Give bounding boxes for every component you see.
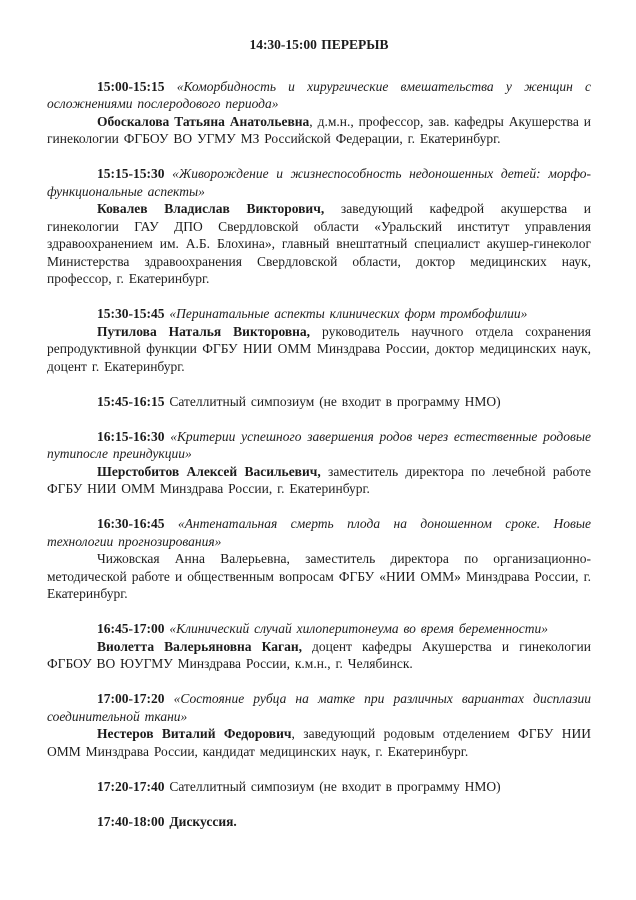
speaker-paragraph: [47, 323, 591, 376]
speaker-details: доцент кафедры Акушерства и гинекологии ФГБОУ ВО ЮУГМУ Минздрава России, к.м.н., г. Челябинск.: [47, 638, 591, 671]
session-entry: [47, 515, 591, 603]
break-header: 14:30-15:00 ПЕРЕРЫВ: [249, 37, 389, 52]
speaker-name: Путилова Наталья Викторовна,: [97, 323, 311, 339]
session-title-paragraph: [47, 78, 591, 113]
speaker-paragraph: [47, 725, 591, 760]
speaker-details: , д.м.н., профессор, зав. кафедры Акушерства и гинекологии ФГБОУ ВО УГМУ МЗ Российской Федерации, г. Екатеринбург.: [47, 113, 592, 146]
session-entry: [47, 78, 591, 148]
speaker-paragraph: [47, 113, 591, 148]
entry-text: Дискуссия.: [169, 813, 237, 829]
schedule-entry-paragraph: [47, 813, 591, 831]
schedule-entry-paragraph: [47, 778, 591, 796]
entry-time: 17:20-17:40: [97, 778, 165, 794]
speaker-name: Виолетта Валерьяновна Каган,: [97, 638, 302, 654]
session-title: «Антенатальная смерть плода на доношенном сроке. Новые технологии прогнозирования»: [47, 516, 591, 549]
speaker-details: , заведующий родовым отделением ФГБУ НИИ ОММ Минздрава России, кандидат медицинских наук, г. Екатеринбург.: [47, 726, 591, 759]
speaker-paragraph: [47, 550, 591, 603]
session-time: 16:15-16:30: [97, 428, 165, 444]
session-title-paragraph: [47, 690, 591, 725]
session-time: 17:00-17:20: [97, 691, 165, 706]
speaker-details: заведующий кафедрой акушерства и гинекологии ГАУ ДПО Свердловской области «Уральский институт управления здравоохранением им. А.Б. Блохина», главный внештатный специалист акушер-гинеколог Министерства здравоохранения Свердловской области, доктор медицинских наук, профессор, г. Екатеринбург.: [47, 201, 591, 286]
schedule-entry: [47, 778, 591, 796]
schedule-entry: [47, 813, 591, 831]
session-title: «Критерии успешного завершения родов через естественные родовые путипосле преиндукции»: [47, 428, 592, 461]
speaker-name: Чижовская Анна Валерьевна,: [97, 551, 290, 566]
session-title: «Перинатальные аспекты клинических форм тромбофилии»: [169, 306, 528, 321]
session-title-paragraph: [47, 305, 591, 323]
speaker-name: Обоскалова Татьяна Анатольевна: [97, 113, 310, 129]
session-time: 16:30-16:45: [97, 516, 165, 531]
speaker-details: руководитель научного отдела сохранения репродуктивной функции ФГБУ НИИ ОММ Минздрава России, доктор медицинских наук, доцент г. Екатеринбург.: [47, 323, 591, 374]
session-title: «Состояние рубца на матке при различных вариантах дисплазии соединительной ткани»: [47, 691, 591, 724]
session-entry: [47, 690, 591, 760]
speaker-details: заместитель директора по организационно-методической работе и общественным вопросам ФГБУ «НИИ ОММ» Минздрава России, г. Екатеринбург.: [47, 551, 591, 601]
session-title-paragraph: [47, 428, 591, 463]
session-title: «Клинический случай хилоперитонеума во время беременности»: [169, 621, 549, 636]
schedule-entry-paragraph: [47, 393, 591, 411]
speaker-name: Шерстобитов Алексей Васильевич,: [97, 463, 321, 479]
speaker-paragraph: [47, 463, 591, 498]
session-title-paragraph: [47, 165, 591, 200]
entry-time: 15:45-16:15: [97, 393, 165, 409]
session-time: 15:00-15:15: [97, 78, 165, 94]
session-time: 16:45-17:00: [97, 621, 165, 636]
session-entry: [47, 165, 591, 288]
session-title-paragraph: [47, 515, 591, 550]
session-time: 15:30-15:45: [97, 306, 165, 321]
session-entry: [47, 305, 591, 375]
speaker-details: заместитель директора по лечебной работе ФГБУ НИИ ОММ Минздрава России, г. Екатеринбург.: [47, 463, 591, 496]
entry-time: 17:40-18:00: [97, 813, 165, 829]
entry-text: Сателлитный симпозиум (не входит в программу НМО): [169, 393, 501, 409]
speaker-paragraph: [47, 638, 591, 673]
speaker-name: Ковалев Владислав Викторович,: [97, 201, 325, 216]
session-title-paragraph: [47, 620, 591, 638]
session-entry: [47, 620, 591, 673]
speaker-paragraph: [47, 200, 591, 288]
schedule-entry: [47, 393, 591, 411]
entry-text: Сателлитный симпозиум (не входит в программу НМО): [169, 778, 501, 794]
speaker-name: Нестеров Виталий Федорович: [97, 726, 292, 741]
session-time: 15:15-15:30: [97, 166, 165, 181]
session-title: «Коморбидность и хирургические вмешательства у женщин с осложнениями послеродового периода»: [47, 78, 591, 111]
session-entry: [47, 428, 591, 498]
session-title: «Живорождение и жизнеспособность недоношенных детей: морфо-функциональные аспекты»: [47, 166, 591, 199]
